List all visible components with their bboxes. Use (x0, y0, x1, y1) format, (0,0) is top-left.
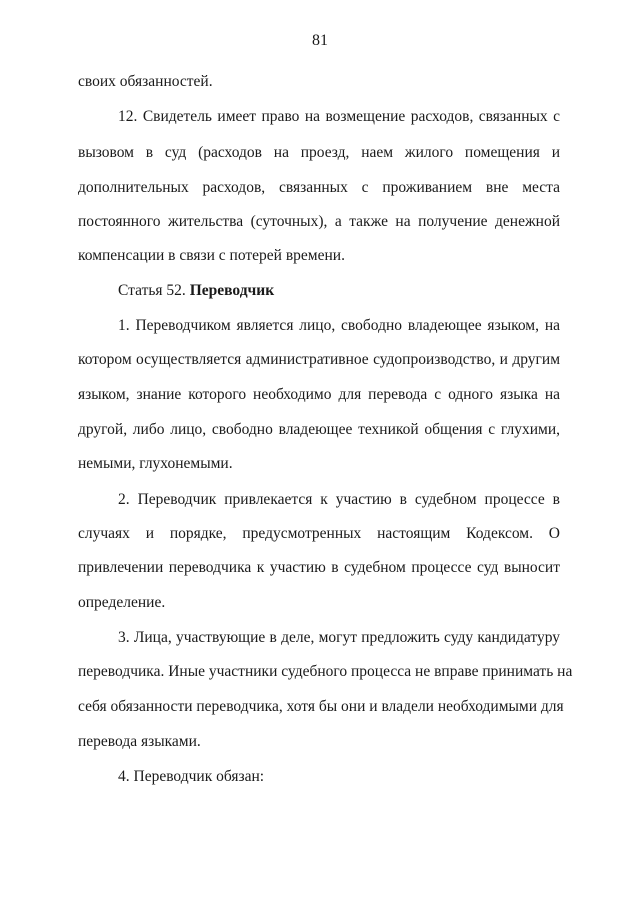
text-line: переводчика. Иные участники судебного процесса не вправе принимать на (78, 663, 573, 680)
text-line: немыми, глухонемыми. (78, 455, 233, 472)
text-line: 4. Переводчик обязан: (118, 768, 265, 785)
text-line: компенсации в связи с потерей времени. (78, 247, 345, 264)
text-line: определение. (78, 594, 166, 611)
article-heading (118, 281, 560, 301)
text-line: постоянного жительства (суточных), а также на получение денежной (78, 213, 560, 230)
text-line: 2. Переводчик привлекается к участию в судебном процессе в (118, 491, 560, 508)
text-line: 12. Свидетель имеет право на возмещение расходов, связанных с (118, 108, 560, 125)
text-line: 3. Лица, участвующие в деле, могут предложить суду кандидатуру (118, 629, 560, 646)
text-line: привлечении переводчика к участию в судебном процессе суд выносит (78, 559, 560, 576)
article-prefix: Статья 52. (118, 282, 190, 299)
text-line: себя обязанности переводчика, хотя бы они и владели необходимыми для (78, 698, 564, 715)
text-line: другой, либо лицо, свободно владеющее техникой общения с глухими, (78, 421, 560, 438)
text-line: 1. Переводчиком является лицо, свободно владеющее языком, на (118, 317, 560, 334)
page-number: 81 (312, 32, 328, 49)
text-line: случаях и порядке, предусмотренных настоящим Кодексом. О (78, 525, 560, 542)
text-line: котором осуществляется административное судопроизводство, и другим (78, 351, 560, 368)
text-line: своих обязанностей. (78, 73, 213, 90)
text-line: перевода языками. (78, 733, 201, 750)
text-line: дополнительных расходов, связанных с проживанием вне места (78, 179, 560, 196)
article-title: Переводчик (189, 282, 275, 299)
text-line: вызовом в суд (расходов на проезд, наем жилого помещения и (78, 144, 560, 161)
text-line: языком, знание которого необходимо для перевода с одного языка на (78, 386, 560, 403)
